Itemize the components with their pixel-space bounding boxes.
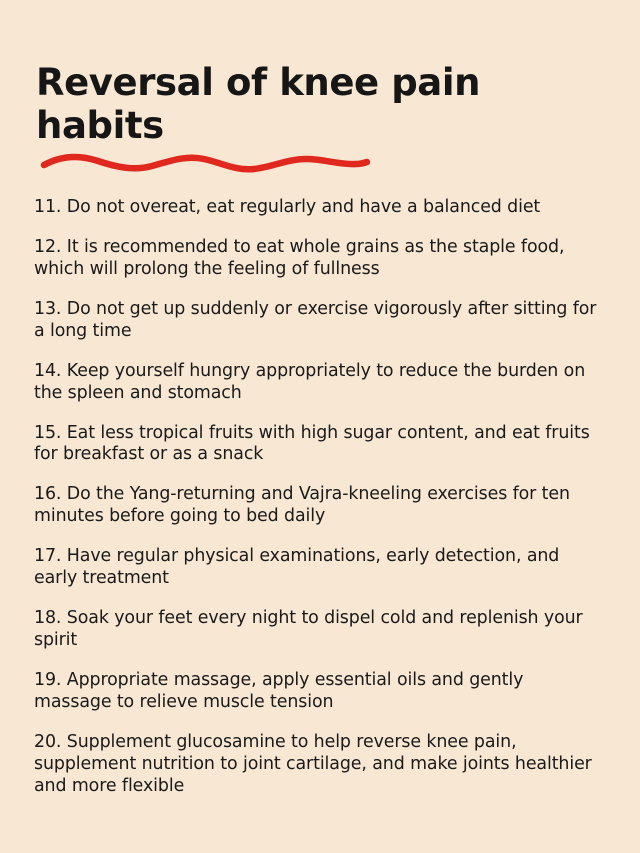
habits-list <box>34 197 606 797</box>
page-title: Reversal of knee pain habits <box>36 61 481 147</box>
list-item: 14. Keep yourself hungry appropriately to reduce the burden on the spleen and stomach <box>34 360 586 403</box>
red-squiggle-underline-icon <box>40 151 370 177</box>
list-item: 15. Eat less tropical fruits with high sugar content, and eat fruits for breakfast or as a snack <box>34 422 590 465</box>
title-underline-decoration <box>40 151 606 181</box>
list-item: 17. Have regular physical examinations, early detection, and early treatment <box>34 546 560 589</box>
list-item: 20. Supplement glucosamine to help reverse knee pain, supplement nutrition to joint cartilage, and make joints healthier and more flexible <box>34 731 592 796</box>
list-item: 18. Soak your feet every night to dispel cold and replenish your spirit <box>34 608 583 650</box>
list-item: 11. Do not overeat, eat regularly and have a balanced diet <box>34 197 541 218</box>
list-item: 16. Do the Yang-returning and Vajra-kneeling exercises for ten minutes before going to bed daily <box>34 484 570 527</box>
list-item: 13. Do not get up suddenly or exercise vigorously after sitting for a long time <box>34 298 597 341</box>
list-item: 12. It is recommended to eat whole grains as the staple food, which will prolong the feeling of fullness <box>34 237 565 279</box>
list-item: 19. Appropriate massage, apply essential oils and gently massage to relieve muscle tension <box>34 669 524 712</box>
